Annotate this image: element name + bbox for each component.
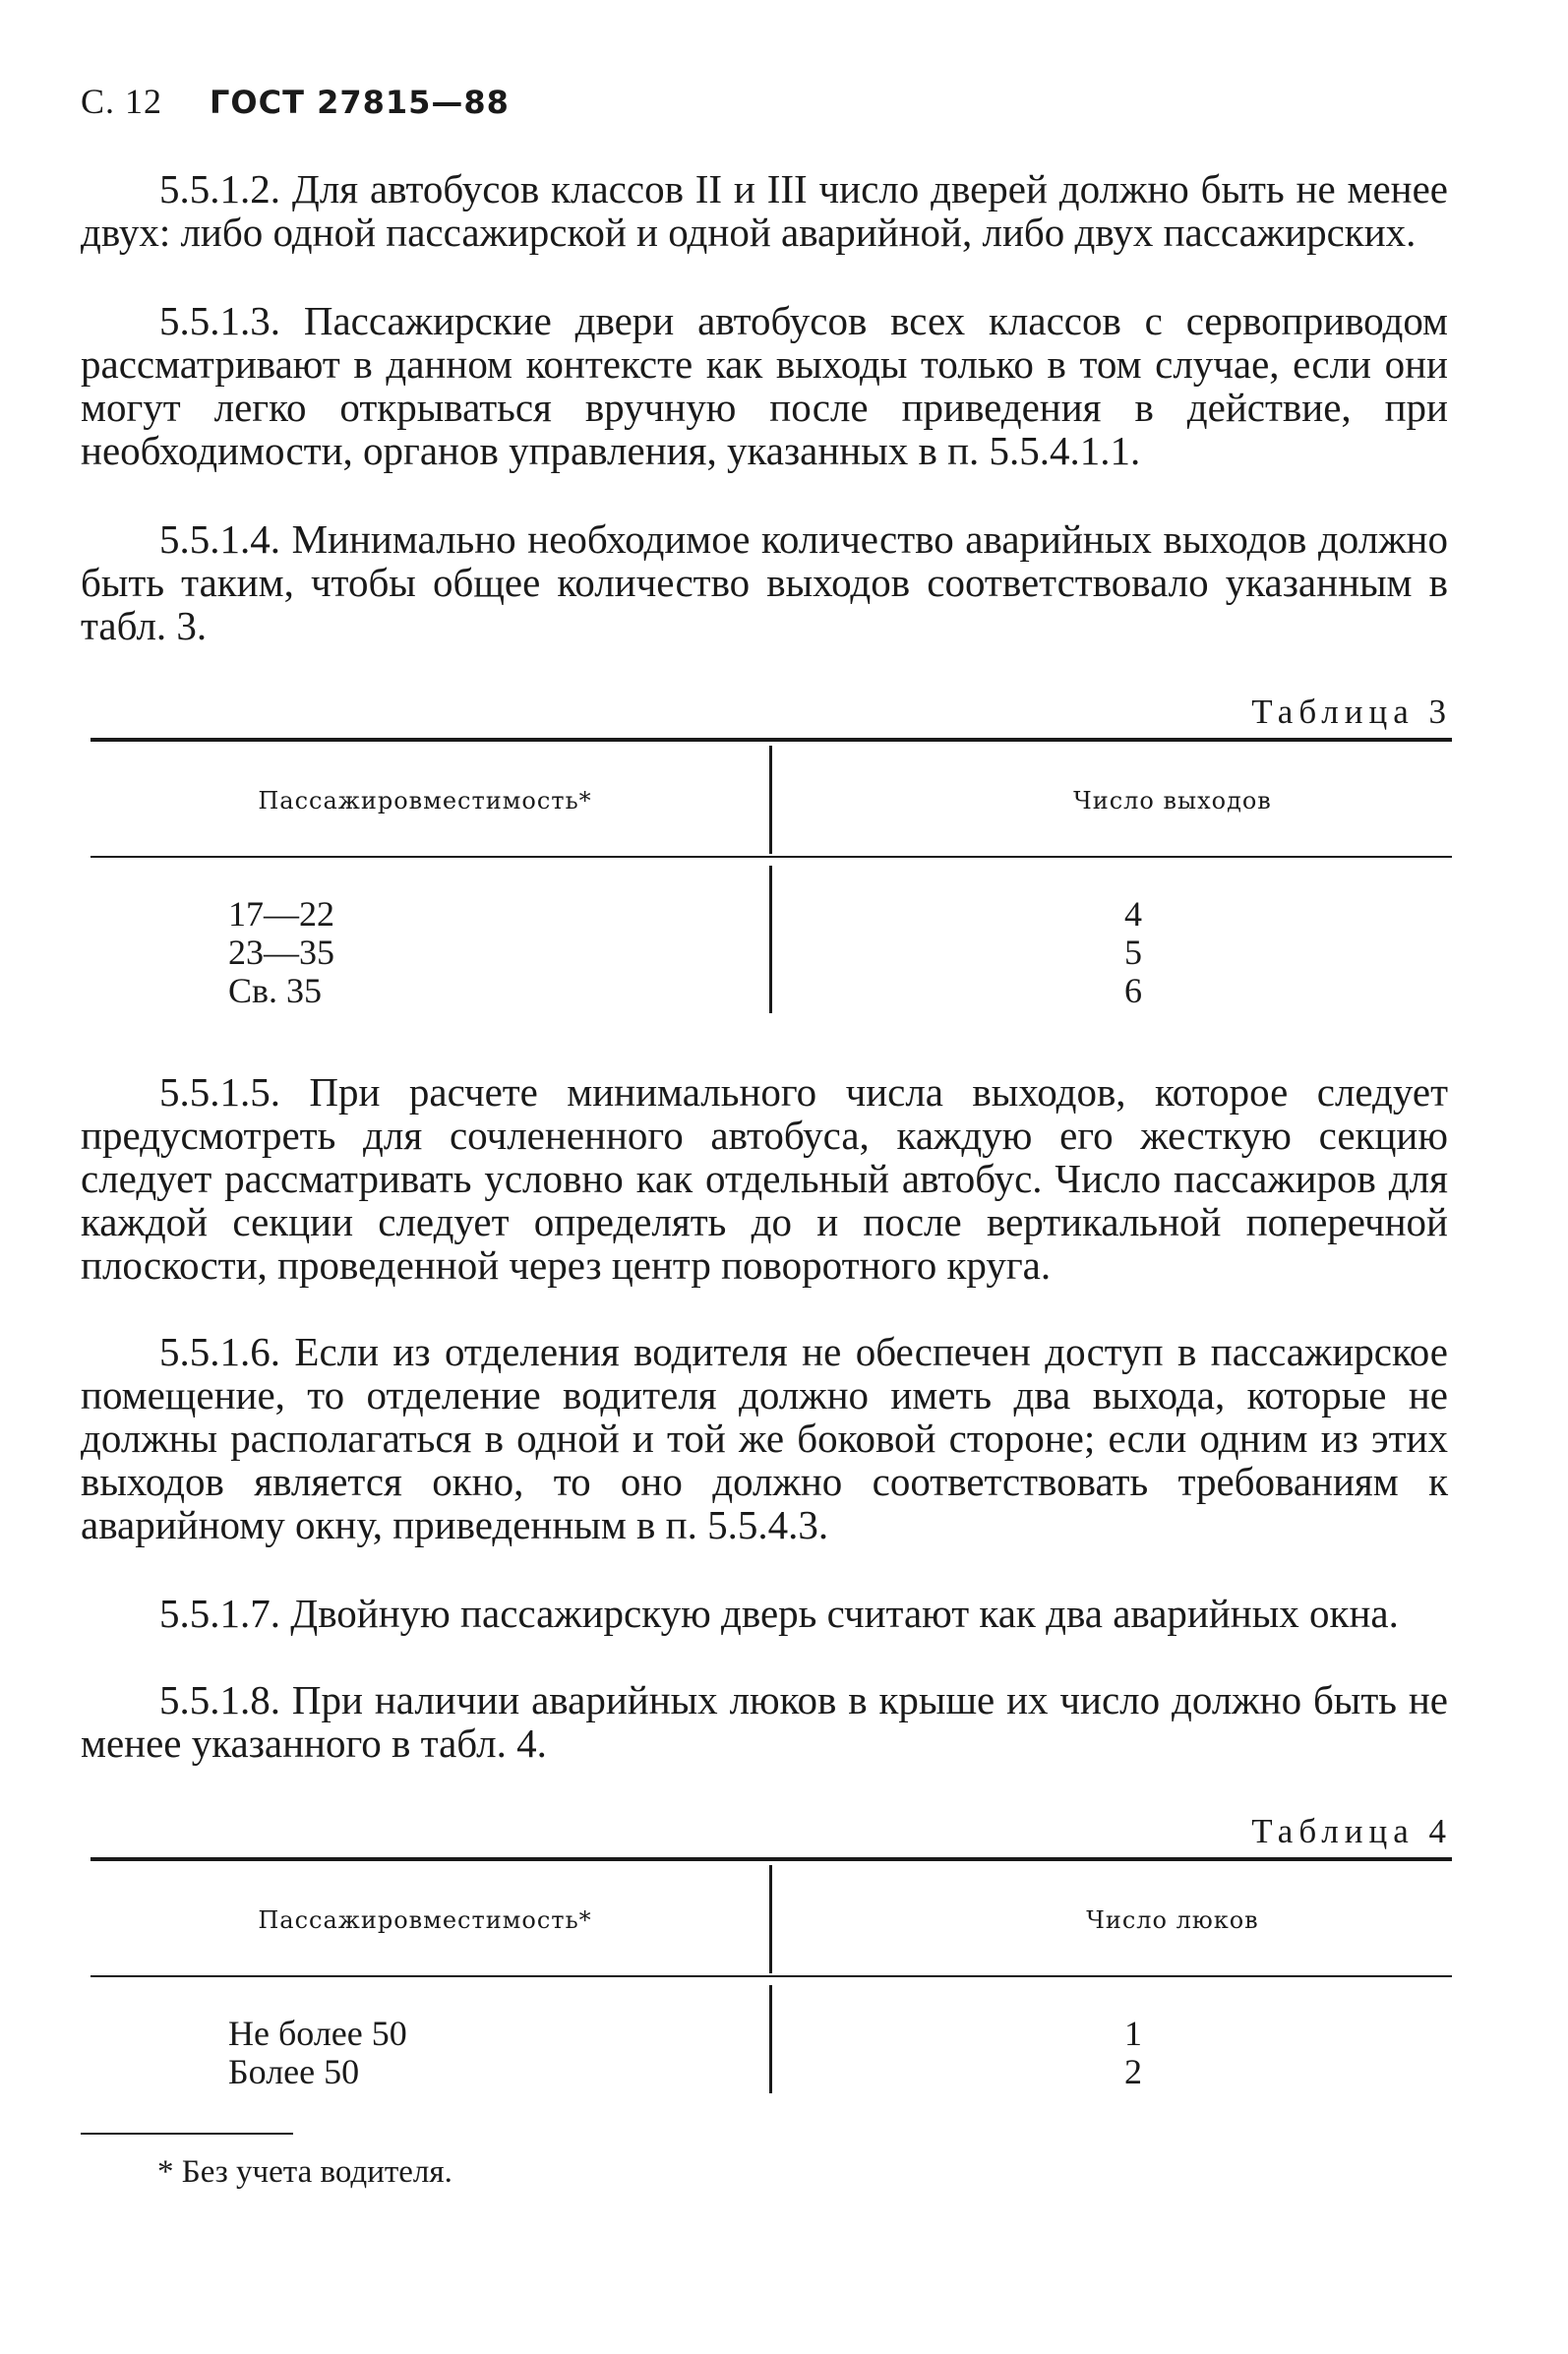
table-4-body-divider — [769, 1985, 772, 2093]
paragraph-5-5-1-7: 5.5.1.7. Двойную пассажирскую дверь считают как два аварийных окна. — [159, 1591, 1399, 1636]
table-4-capacity-column — [228, 2015, 543, 2091]
table-3-body-divider — [769, 866, 772, 1013]
table-3-row-3-capacity: Св. 35 — [228, 971, 323, 1010]
table-3-row-2-exits: 5 — [1124, 933, 1142, 972]
table-3-exits-column — [976, 895, 1291, 1010]
table-3-row-1-exits: 4 — [1124, 894, 1142, 934]
footnote-rule — [81, 2133, 293, 2135]
table-4-header-rule — [90, 1975, 1452, 1977]
standard-title: ГОСТ 27815—88 — [210, 84, 510, 121]
table-4-header-hatches: Число люков — [1086, 1906, 1259, 1934]
table-3-capacity-column — [228, 895, 543, 1010]
table-4-row-2-capacity: Более 50 — [228, 2052, 360, 2091]
table-4-row-2-hatches: 2 — [1124, 2052, 1142, 2091]
paragraph-5-5-1-5: 5.5.1.5. При расчете минимального числа выходов, которое следует предусмотреть для сочлененного автобуса, каждую его жесткую секцию следует рассматривать условно как отдельный автобус. Число пассажиров для каждой секции следует определять до и после вертикальной поперечной плоскости, проведенной через центр поворотного круга. — [81, 1069, 1448, 1288]
table-4-caption: Таблица 4 — [1251, 1812, 1452, 1850]
footnote: * Без учета водителя. — [157, 2154, 452, 2190]
table-3-row-2-capacity: 23—35 — [228, 933, 334, 972]
table-3-caption: Таблица 3 — [1251, 693, 1452, 731]
table-3-row-3-exits: 6 — [1124, 971, 1142, 1010]
table-4 — [90, 1857, 1452, 2103]
paragraph-5-5-1-8: 5.5.1.8. При наличии аварийных люков в крыше их число должно быть не менее указанного в табл. 4. — [81, 1677, 1448, 1766]
table-4-row-1-capacity: Не более 50 — [228, 2014, 407, 2053]
table-3-header-rule — [90, 856, 1452, 858]
table-3-header-divider — [769, 746, 772, 854]
table-4-row-1-hatches: 1 — [1124, 2014, 1142, 2053]
table-3-header-capacity: Пассажировместимость* — [258, 787, 592, 815]
page-header — [81, 81, 510, 122]
table-3-header-exits: Число выходов — [1073, 787, 1272, 815]
table-4-header-divider — [769, 1865, 772, 1973]
paragraph-5-5-1-2: 5.5.1.2. Для автобусов классов II и III число дверей должно быть не менее двух: либо одной пассажирской и одной аварийной, либо двух пассажирских. — [81, 166, 1448, 255]
paragraph-5-5-1-4: 5.5.1.4. Минимально необходимое количество аварийных выходов должно быть таким, чтобы общее количество выходов соответствовало указанным в табл. 3. — [81, 516, 1448, 648]
table-4-hatches-column — [976, 2015, 1291, 2091]
table-3-row-1-capacity: 17—22 — [228, 894, 334, 934]
paragraph-5-5-1-6: 5.5.1.6. Если из отделения водителя не обеспечен доступ в пассажирское помещение, то отделение водителя должно иметь два выхода, которые не должны располагаться в одной и той же боковой стороне; если одним из этих выходов является окно, то оно должно соответствовать требованиям к аварийному окну, приведенным в п. 5.5.4.3. — [81, 1329, 1448, 1547]
table-4-top-rule — [90, 1857, 1452, 1861]
page-number: С. 12 — [81, 82, 163, 121]
paragraph-5-5-1-3: 5.5.1.3. Пассажирские двери автобусов всех классов с сервоприводом рассматривают в данном контексте как выходы только в том случае, если они могут легко открываться вручную после приведения в действие, при необходимости, органов управления, указанных в п. 5.5.4.1.1. — [81, 298, 1448, 473]
table-3 — [90, 738, 1452, 1023]
table-3-top-rule — [90, 738, 1452, 742]
table-4-header-capacity: Пассажировместимость* — [258, 1906, 592, 1934]
